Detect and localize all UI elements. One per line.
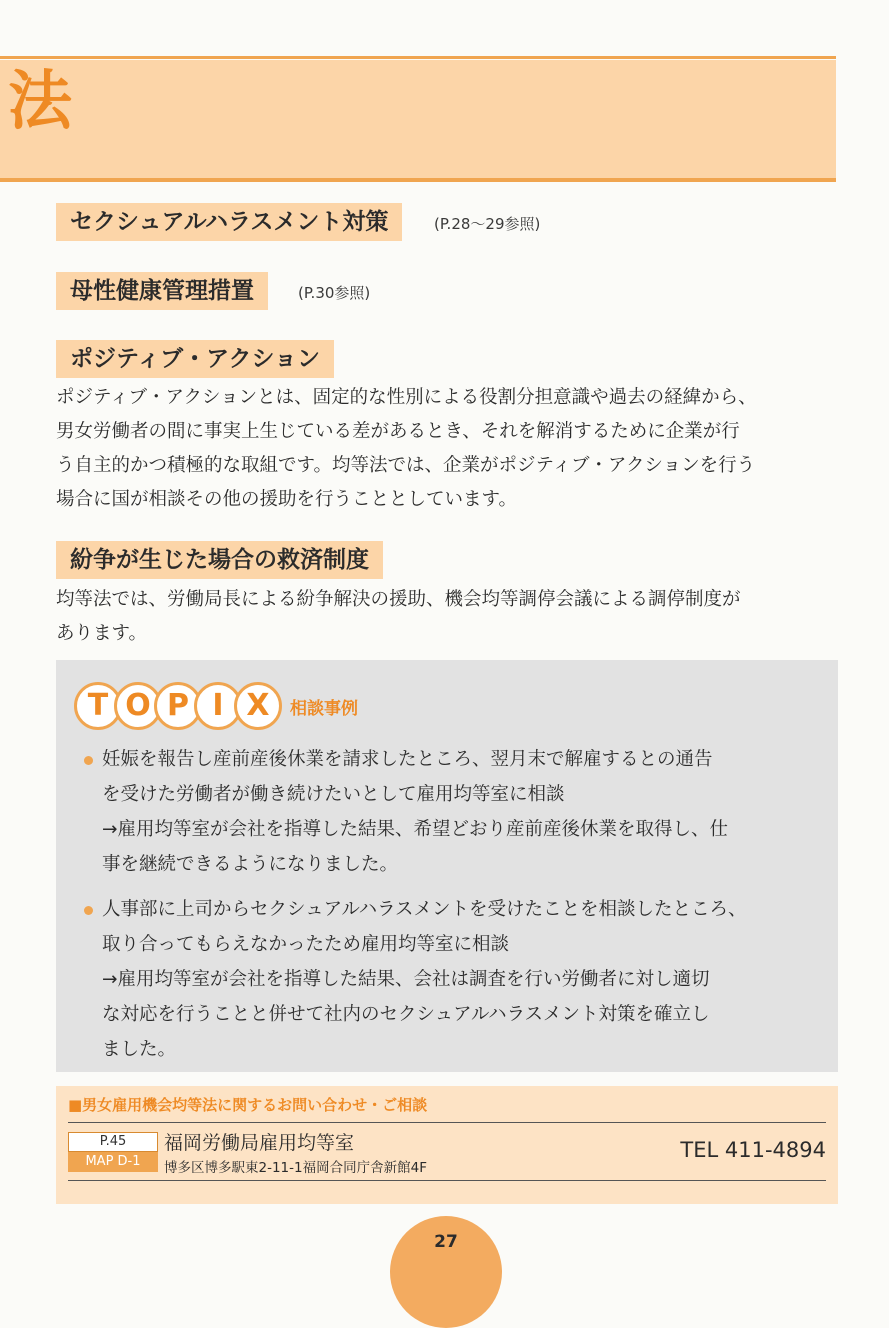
paragraph-line: う自主的かつ積極的な取組です。均等法では、企業がポジティブ・アクションを行う (56, 455, 756, 476)
contact-box (56, 1086, 838, 1204)
contact-heading: ■男女雇用機会均等法に関するお問い合わせ・ご相談 (68, 1096, 428, 1114)
bullet-icon (84, 906, 93, 915)
bullet-icon (84, 756, 93, 765)
heading-dispute-relief: 紛争が生じた場合の救済制度 (56, 541, 383, 579)
heading-maternal-health: 母性健康管理措置 (56, 272, 268, 310)
office-phone: TEL 411-4894 (680, 1138, 826, 1162)
case-item (84, 742, 824, 882)
case-line: 事を継続できるようになりました。 (102, 854, 399, 875)
case-line: ました。 (102, 1039, 177, 1060)
heading-positive-action: ポジティブ・アクション (56, 340, 334, 378)
map-reference: MAP D-1 (68, 1152, 158, 1172)
title-band (0, 60, 836, 182)
topix-box (56, 660, 838, 1072)
top-rule (0, 56, 836, 59)
divider (68, 1180, 826, 1181)
case-line: →雇用均等室が会社を指導した結果、会社は調査を行い労働者に対し適切 (102, 969, 710, 990)
case-line: を受けた労働者が働き続けたいとして雇用均等室に相談 (102, 784, 565, 805)
topix-letter: T (74, 682, 122, 730)
case-line: 人事部に上司からセクシュアルハラスメントを受けたことを相談したところ、 (102, 899, 747, 920)
paragraph-line: ポジティブ・アクションとは、固定的な性別による役割分担意識や過去の経緯から、 (56, 387, 757, 408)
ref-maternal-health: (P.30参照) (298, 284, 371, 302)
divider (68, 1122, 826, 1123)
heading-sexual-harassment: セクシュアルハラスメント対策 (56, 203, 402, 241)
topix-letter: X (234, 682, 282, 730)
case-line: 妊娠を報告し産前産後休業を請求したところ、翌月末で解雇するとの通告 (102, 749, 713, 770)
case-line: →雇用均等室が会社を指導した結果、希望どおり産前産後休業を取得し、仕 (102, 819, 729, 840)
case-line: 取り合ってもらえなかったため雇用均等室に相談 (102, 934, 510, 955)
topix-letter: P (154, 682, 202, 730)
topix-letter: O (114, 682, 162, 730)
ref-sexual-harassment: (P.28～29参照) (434, 215, 541, 233)
topix-letter: I (194, 682, 242, 730)
page-reference: P.45 (68, 1132, 158, 1152)
positive-action-text (56, 381, 846, 517)
paragraph-line: 場合に国が相談その他の援助を行うこととしています。 (56, 489, 518, 510)
paragraph-line: 男女労働者の間に事実上生じている差があるとき、それを解消するために企業が行 (56, 421, 740, 442)
page-number: 27 (434, 1232, 458, 1252)
topix-label: 相談事例 (290, 699, 358, 719)
dispute-relief-text (56, 583, 846, 651)
office-address: 博多区博多駅東2-11-1福岡合同庁舎新館4F (164, 1160, 427, 1176)
office-name: 福岡労働局雇用均等室 (164, 1132, 355, 1154)
paragraph-line: 均等法では、労働局長による紛争解決の援助、機会均等調停会議による調停制度が (56, 589, 741, 610)
paragraph-line: あります。 (56, 623, 148, 644)
chapter-title: 法 (8, 65, 72, 139)
case-line: な対応を行うことと併せて社内のセクシュアルハラスメント対策を確立し (102, 1004, 710, 1025)
case-item (84, 892, 824, 1067)
